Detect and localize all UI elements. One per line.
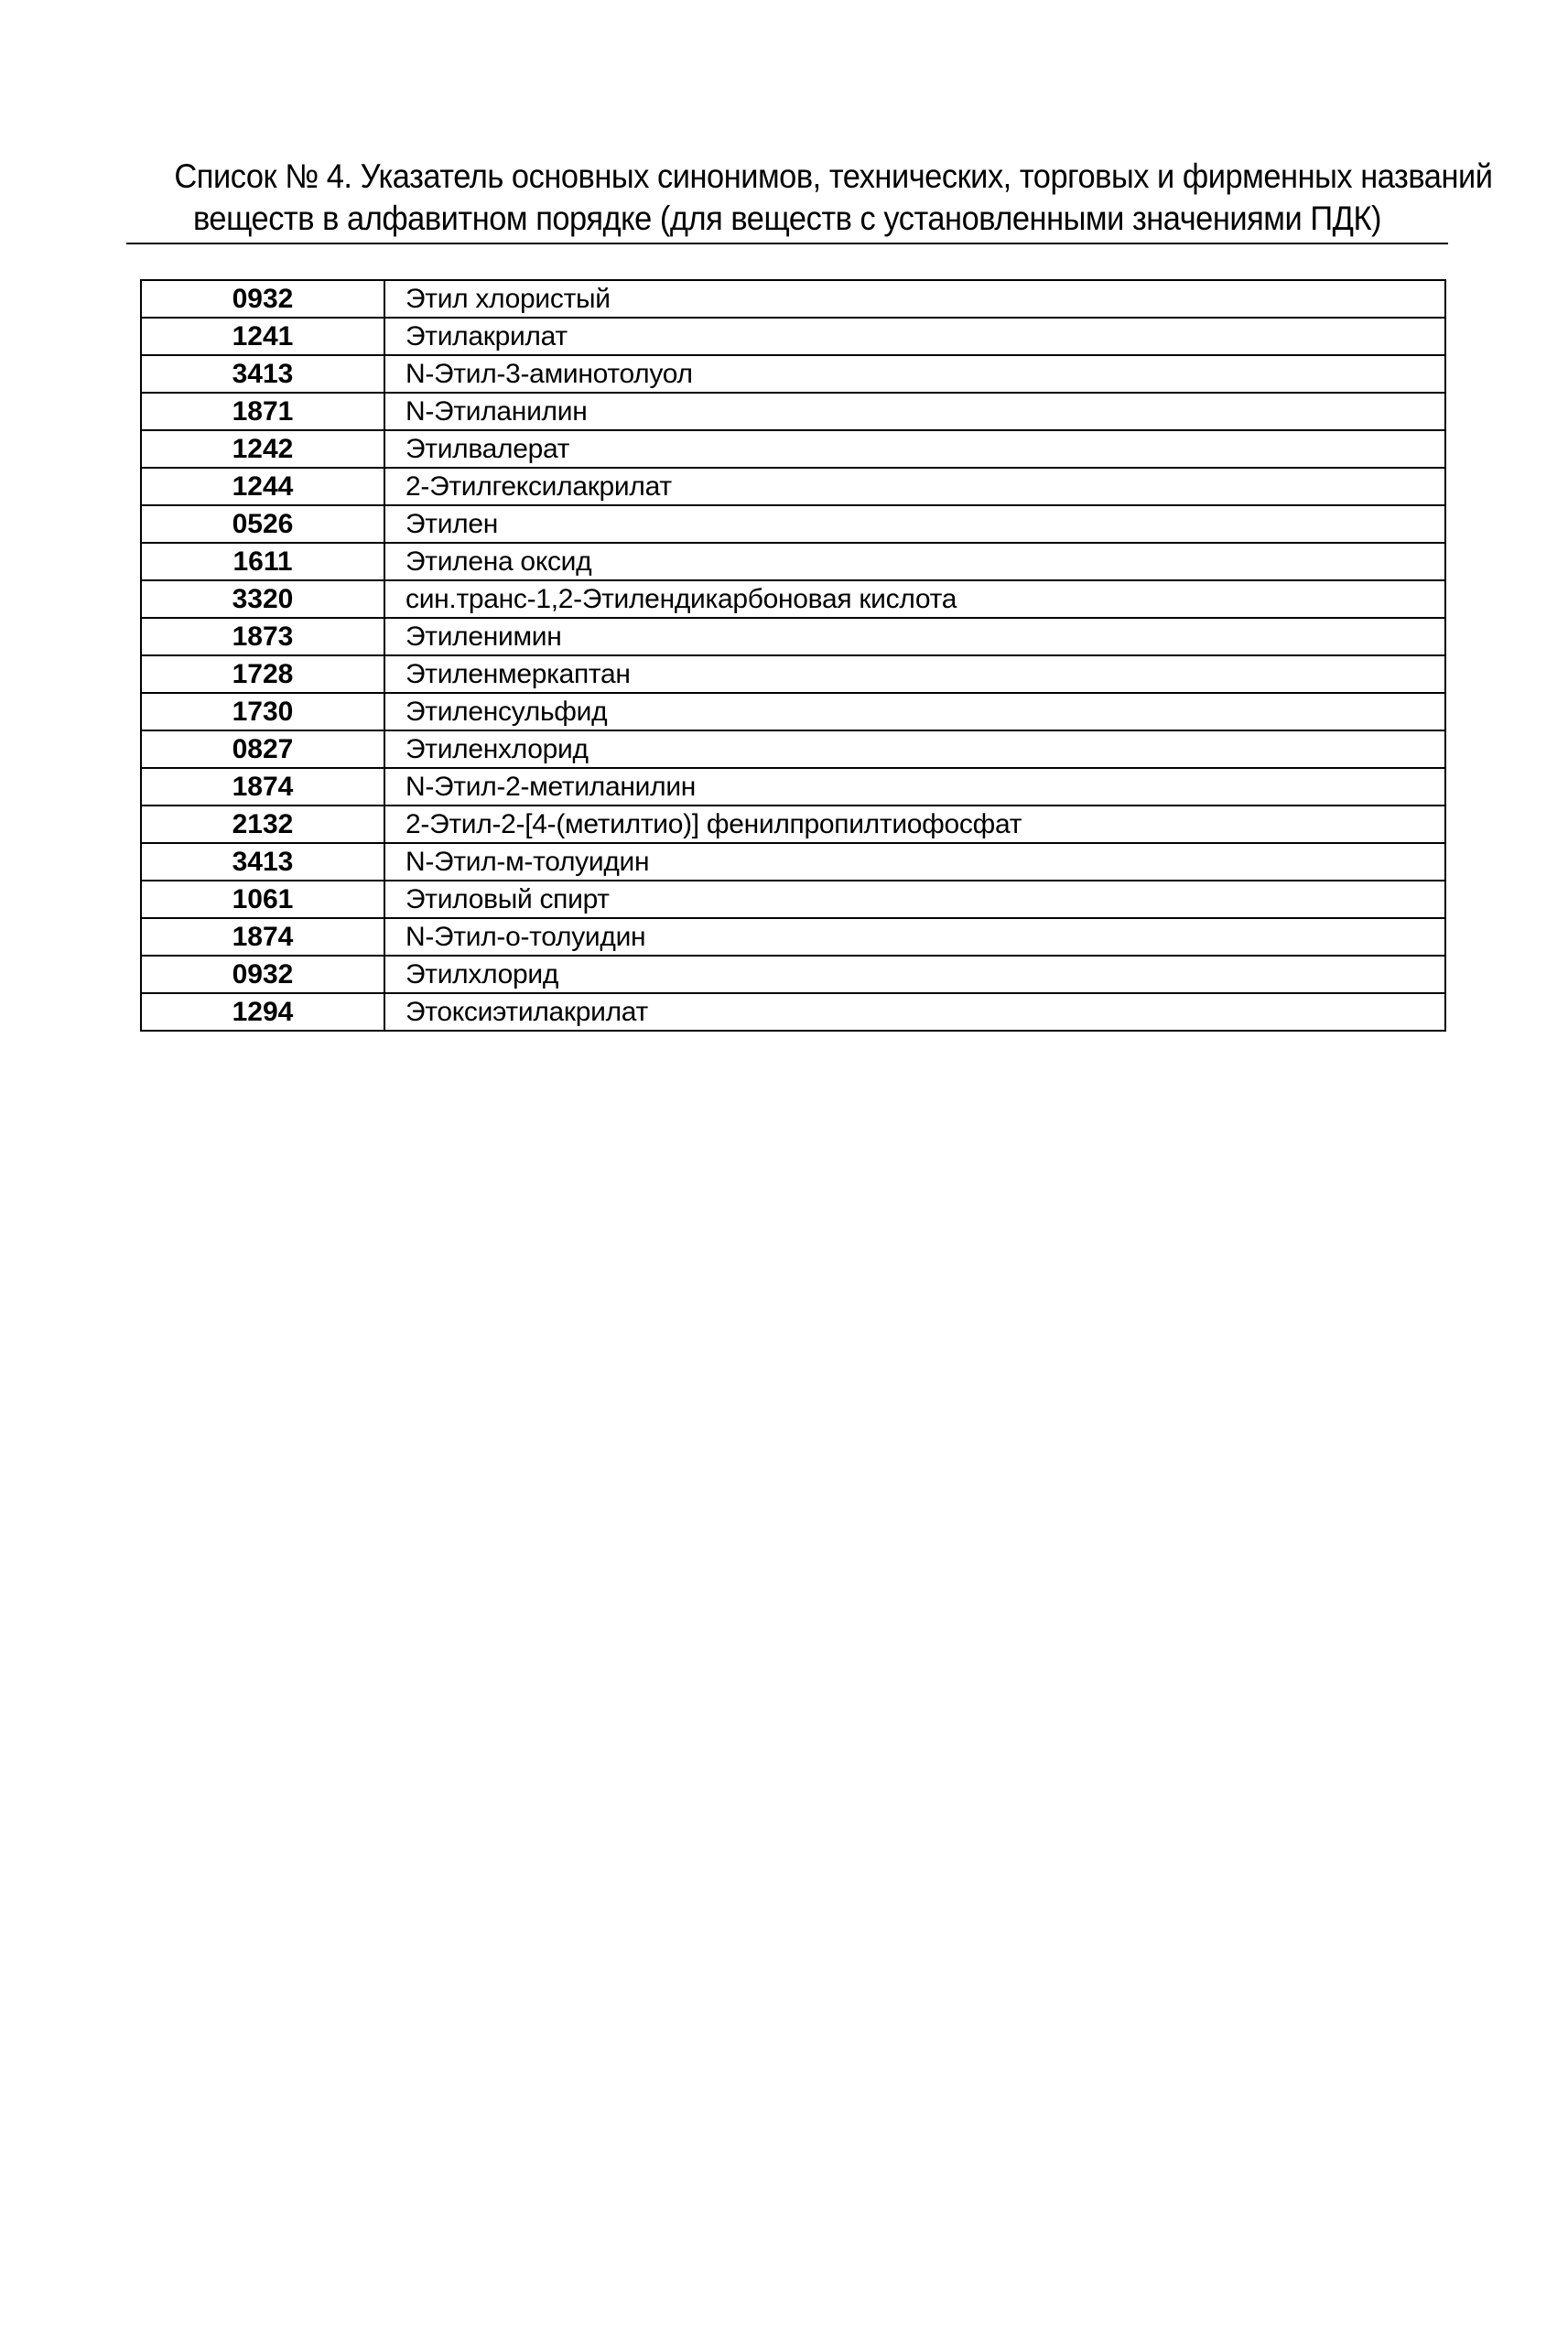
- substance-name: N-Этил-3-аминотолуол: [384, 355, 1445, 393]
- table-row: [141, 543, 1445, 580]
- table-row: [141, 655, 1445, 693]
- substance-name: Этиленмеркаптан: [384, 655, 1445, 693]
- heading-line-1: Список № 4. Указатель основных синонимов, технических, торговых и фирменных названий: [174, 157, 1493, 195]
- substance-number: 1611: [141, 543, 384, 580]
- substance-name: N-Этил-2-метиланилин: [384, 768, 1445, 806]
- synonym-index-table: [140, 279, 1446, 1032]
- substance-name: Этоксиэтилакрилат: [384, 993, 1445, 1031]
- substance-number: 1874: [141, 918, 384, 956]
- table-row: [141, 318, 1445, 355]
- substance-name: 2-Этилгексилакрилат: [384, 468, 1445, 505]
- page-heading: [174, 156, 1493, 240]
- substance-number: 1730: [141, 693, 384, 730]
- table-row: [141, 618, 1445, 655]
- table-row: [141, 393, 1445, 430]
- table-row: [141, 693, 1445, 730]
- table-row: [141, 355, 1445, 393]
- substance-name: Этиловый спирт: [384, 881, 1445, 918]
- substance-number: 1873: [141, 618, 384, 655]
- substance-number: 3413: [141, 843, 384, 881]
- table-row: [141, 430, 1445, 468]
- substance-name: Этилен: [384, 505, 1445, 543]
- substance-number: 0526: [141, 505, 384, 543]
- substance-name: 2-Этил-2-[4-(метилтио)] фенилпропилтиофосфат: [384, 806, 1445, 843]
- table-row: [141, 843, 1445, 881]
- substance-number: 0932: [141, 956, 384, 993]
- table-row: [141, 768, 1445, 806]
- substance-name: Этилвалерат: [384, 430, 1445, 468]
- table-row: [141, 505, 1445, 543]
- substance-number: 1244: [141, 468, 384, 505]
- table-row: [141, 956, 1445, 993]
- substance-number: 1294: [141, 993, 384, 1031]
- substance-name: N-Этил-о-толуидин: [384, 918, 1445, 956]
- table-row: [141, 993, 1445, 1031]
- substance-number: 0827: [141, 730, 384, 768]
- substance-name: Этил хлористый: [384, 280, 1445, 318]
- substance-name: Этилхлорид: [384, 956, 1445, 993]
- substance-number: 1871: [141, 393, 384, 430]
- substance-number: 0932: [141, 280, 384, 318]
- substance-number: 1242: [141, 430, 384, 468]
- substance-name: Этилакрилат: [384, 318, 1445, 355]
- substance-number: 1728: [141, 655, 384, 693]
- substance-number: 3320: [141, 580, 384, 618]
- substance-number: 1874: [141, 768, 384, 806]
- substance-name: Этиленимин: [384, 618, 1445, 655]
- substance-name: Этиленсульфид: [384, 693, 1445, 730]
- table-row: [141, 730, 1445, 768]
- table-row: [141, 806, 1445, 843]
- substance-name: син.транс-1,2-Этилендикарбоновая кислота: [384, 580, 1445, 618]
- substance-number: 2132: [141, 806, 384, 843]
- substance-name: Этилена оксид: [384, 543, 1445, 580]
- substance-number: 1061: [141, 881, 384, 918]
- substance-name: N-Этил-м-толуидин: [384, 843, 1445, 881]
- substance-number: 1241: [141, 318, 384, 355]
- substance-name: N-Этиланилин: [384, 393, 1445, 430]
- table-row: [141, 468, 1445, 505]
- table-row: [141, 580, 1445, 618]
- substance-name: Этиленхлорид: [384, 730, 1445, 768]
- heading-line-2: веществ в алфавитном порядке (для веществ с установленными значениями ПДК): [192, 200, 1382, 237]
- table-row: [141, 918, 1445, 956]
- heading-divider: [126, 243, 1448, 244]
- table-row: [141, 881, 1445, 918]
- substance-number: 3413: [141, 355, 384, 393]
- table-row: [141, 280, 1445, 318]
